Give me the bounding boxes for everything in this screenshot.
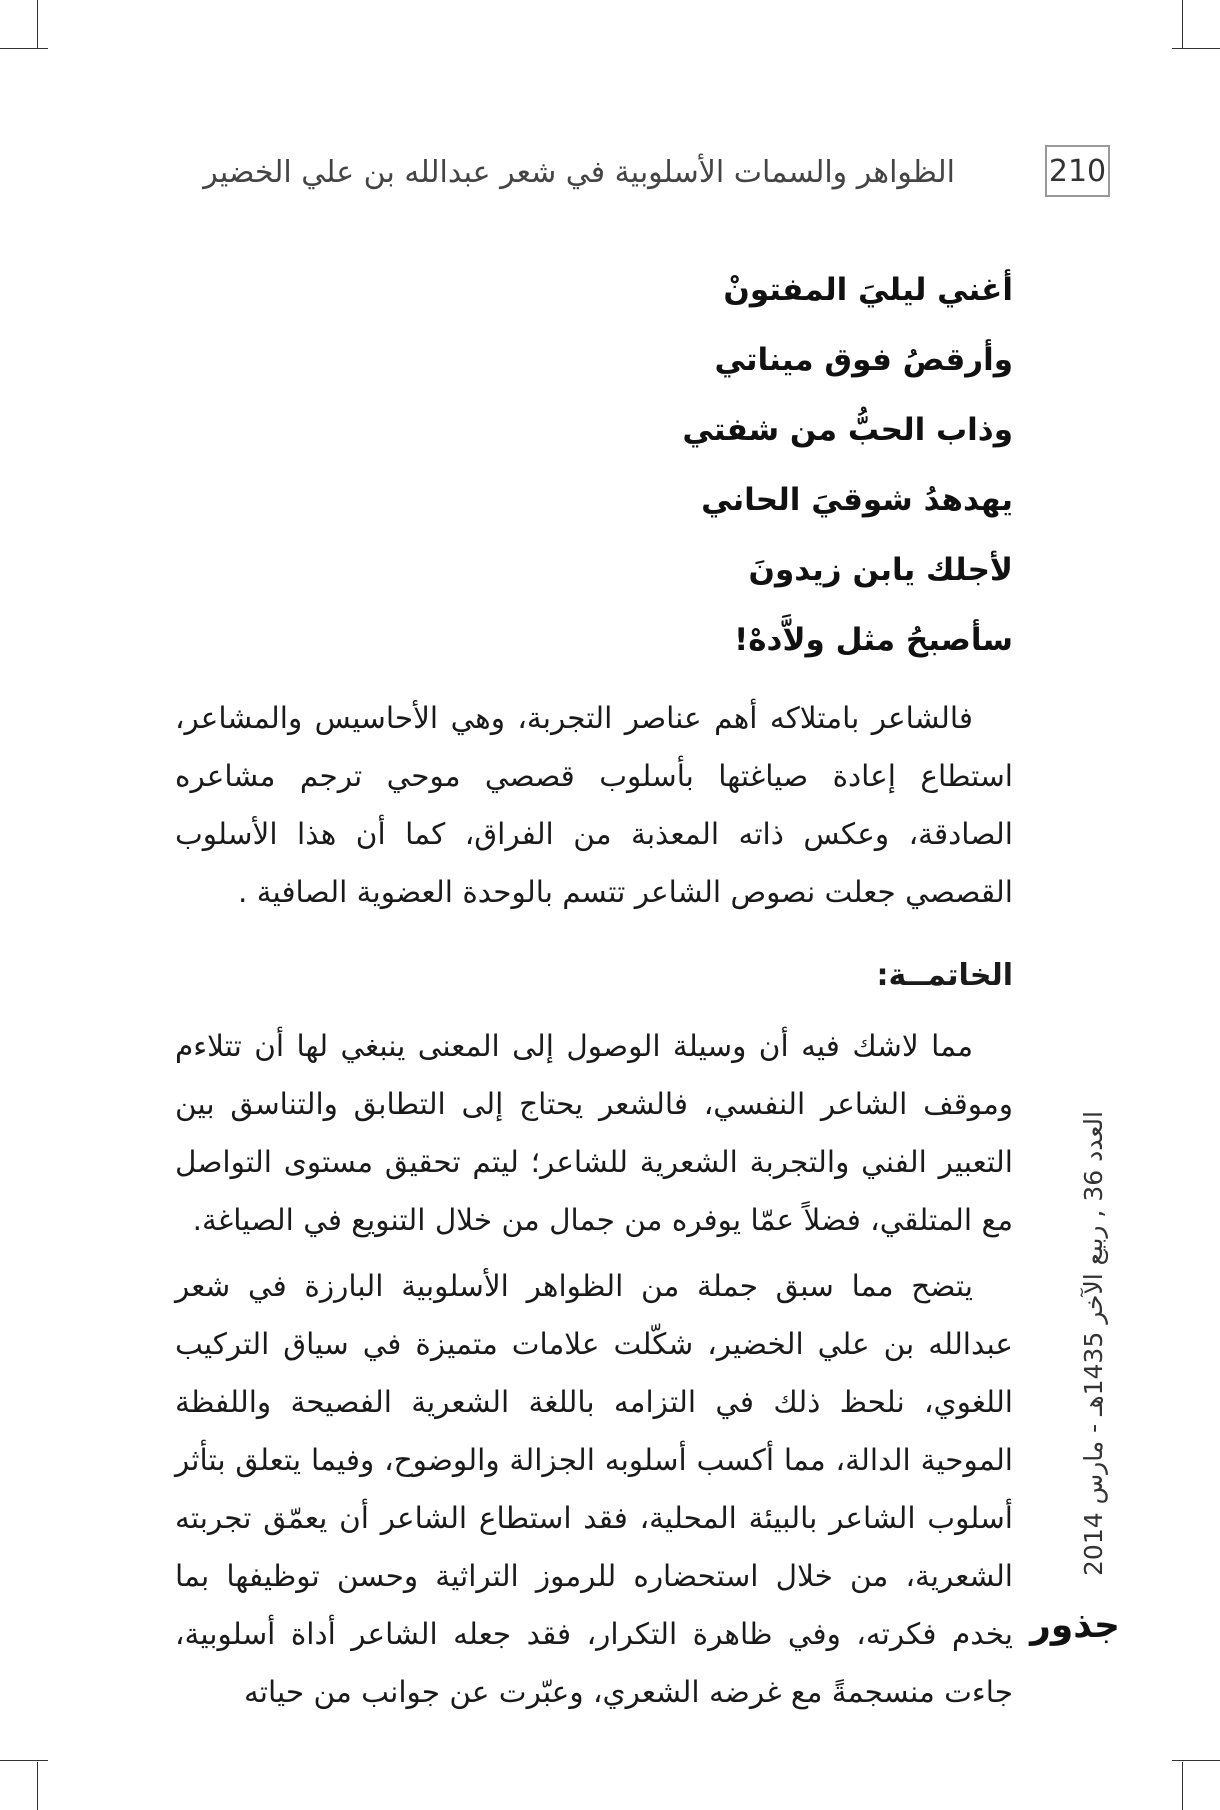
poem-verse: سأصبحُ مثل ولاَّدهْ!	[734, 622, 1013, 658]
issue-info: العدد 36 , ربيع الآخر 1435هـ - مارس 2014	[1078, 1110, 1108, 1576]
crop-mark-bottom-right-h	[1172, 1760, 1220, 1761]
crop-mark-top-right-h	[1172, 48, 1220, 49]
issue-strip	[1068, 1063, 1118, 1623]
poem-verse: وذاب الحبُّ من شفتي	[682, 412, 1013, 448]
section-heading: الخاتمــة:	[876, 958, 1013, 993]
page-content	[175, 255, 1013, 1721]
poem-verse: أغني ليليَ المفتونْ	[723, 272, 1013, 308]
crop-mark-bottom-right	[1182, 1762, 1183, 1810]
journal-logo: جذور	[1030, 1605, 1120, 1646]
crop-mark-top-left-h	[0, 48, 48, 49]
body-paragraph: مما لاشك فيه أن وسيلة الوصول إلى المعنى ينبغي لها أن تتلاءم وموقف الشاعر النفسي، فالشعر يحتاج إلى التطابق والتناسق بين التعبير الفني والتجربة الشعرية للشاعر؛ ليتم تحقيق مستوى التواصل مع المتلقي، فضلاً عمّا يوفره من جمال من خلال التنويع في الصياغة.	[175, 1029, 1013, 1237]
body-paragraph: يتضح مما سبق جملة من الظواهر الأسلوبية البارزة في شعر عبدالله بن علي الخضير، شكّلت علامات متميزة في سياق التركيب اللغوي، نلحظ ذلك في التزامه باللغة الشعرية الفصيحة واللفظة الموحية الدالة، مما أكسب أسلوبه الجزالة والوضوح، وفيما يتعلق بتأثر أسلوب الشاعر بالبيئة المحلية، فقد استطاع الشاعر أن يعمّق تجربته الشعرية، من خلال استحضاره للرموز التراثية وحسن توظيفها بما يخدم فكرته، وفي ظاهرة التكرار، فقد جعله الشاعر أداة أسلوبية، جاءت منسجمةً مع غرضه الشعري، وعبّرت عن جوانب من حياته	[175, 1269, 1013, 1709]
crop-mark-bottom-left-h	[0, 1760, 48, 1761]
crop-mark-bottom-left	[37, 1762, 38, 1810]
crop-mark-top-left	[37, 0, 38, 48]
poem-verse: لأجلك يابن زيدونَ	[748, 552, 1013, 588]
crop-mark-top-right	[1182, 0, 1183, 48]
running-title: الظواهر والسمات الأسلوبية في شعر عبدالله بن علي الخضير	[203, 155, 955, 190]
body-paragraph: فالشاعر بامتلاكه أهم عناصر التجربة، وهي الأحاسيس والمشاعر، استطاع إعادة صياغتها بأسلوب قصصي موحي ترجم مشاعره الصادقة، وعكس ذاته المعذبة من الفراق، كما أن هذا الأسلوب القصصي جعلت نصوص الشاعر تتسم بالوحدة العضوية الصافية .	[175, 701, 1013, 909]
poem-verse: وأرقصُ فوق ميناتي	[714, 342, 1013, 378]
page-number: 210	[1045, 145, 1110, 197]
poem-verse: يهدهدُ شوقيَ الحاني	[701, 482, 1013, 518]
